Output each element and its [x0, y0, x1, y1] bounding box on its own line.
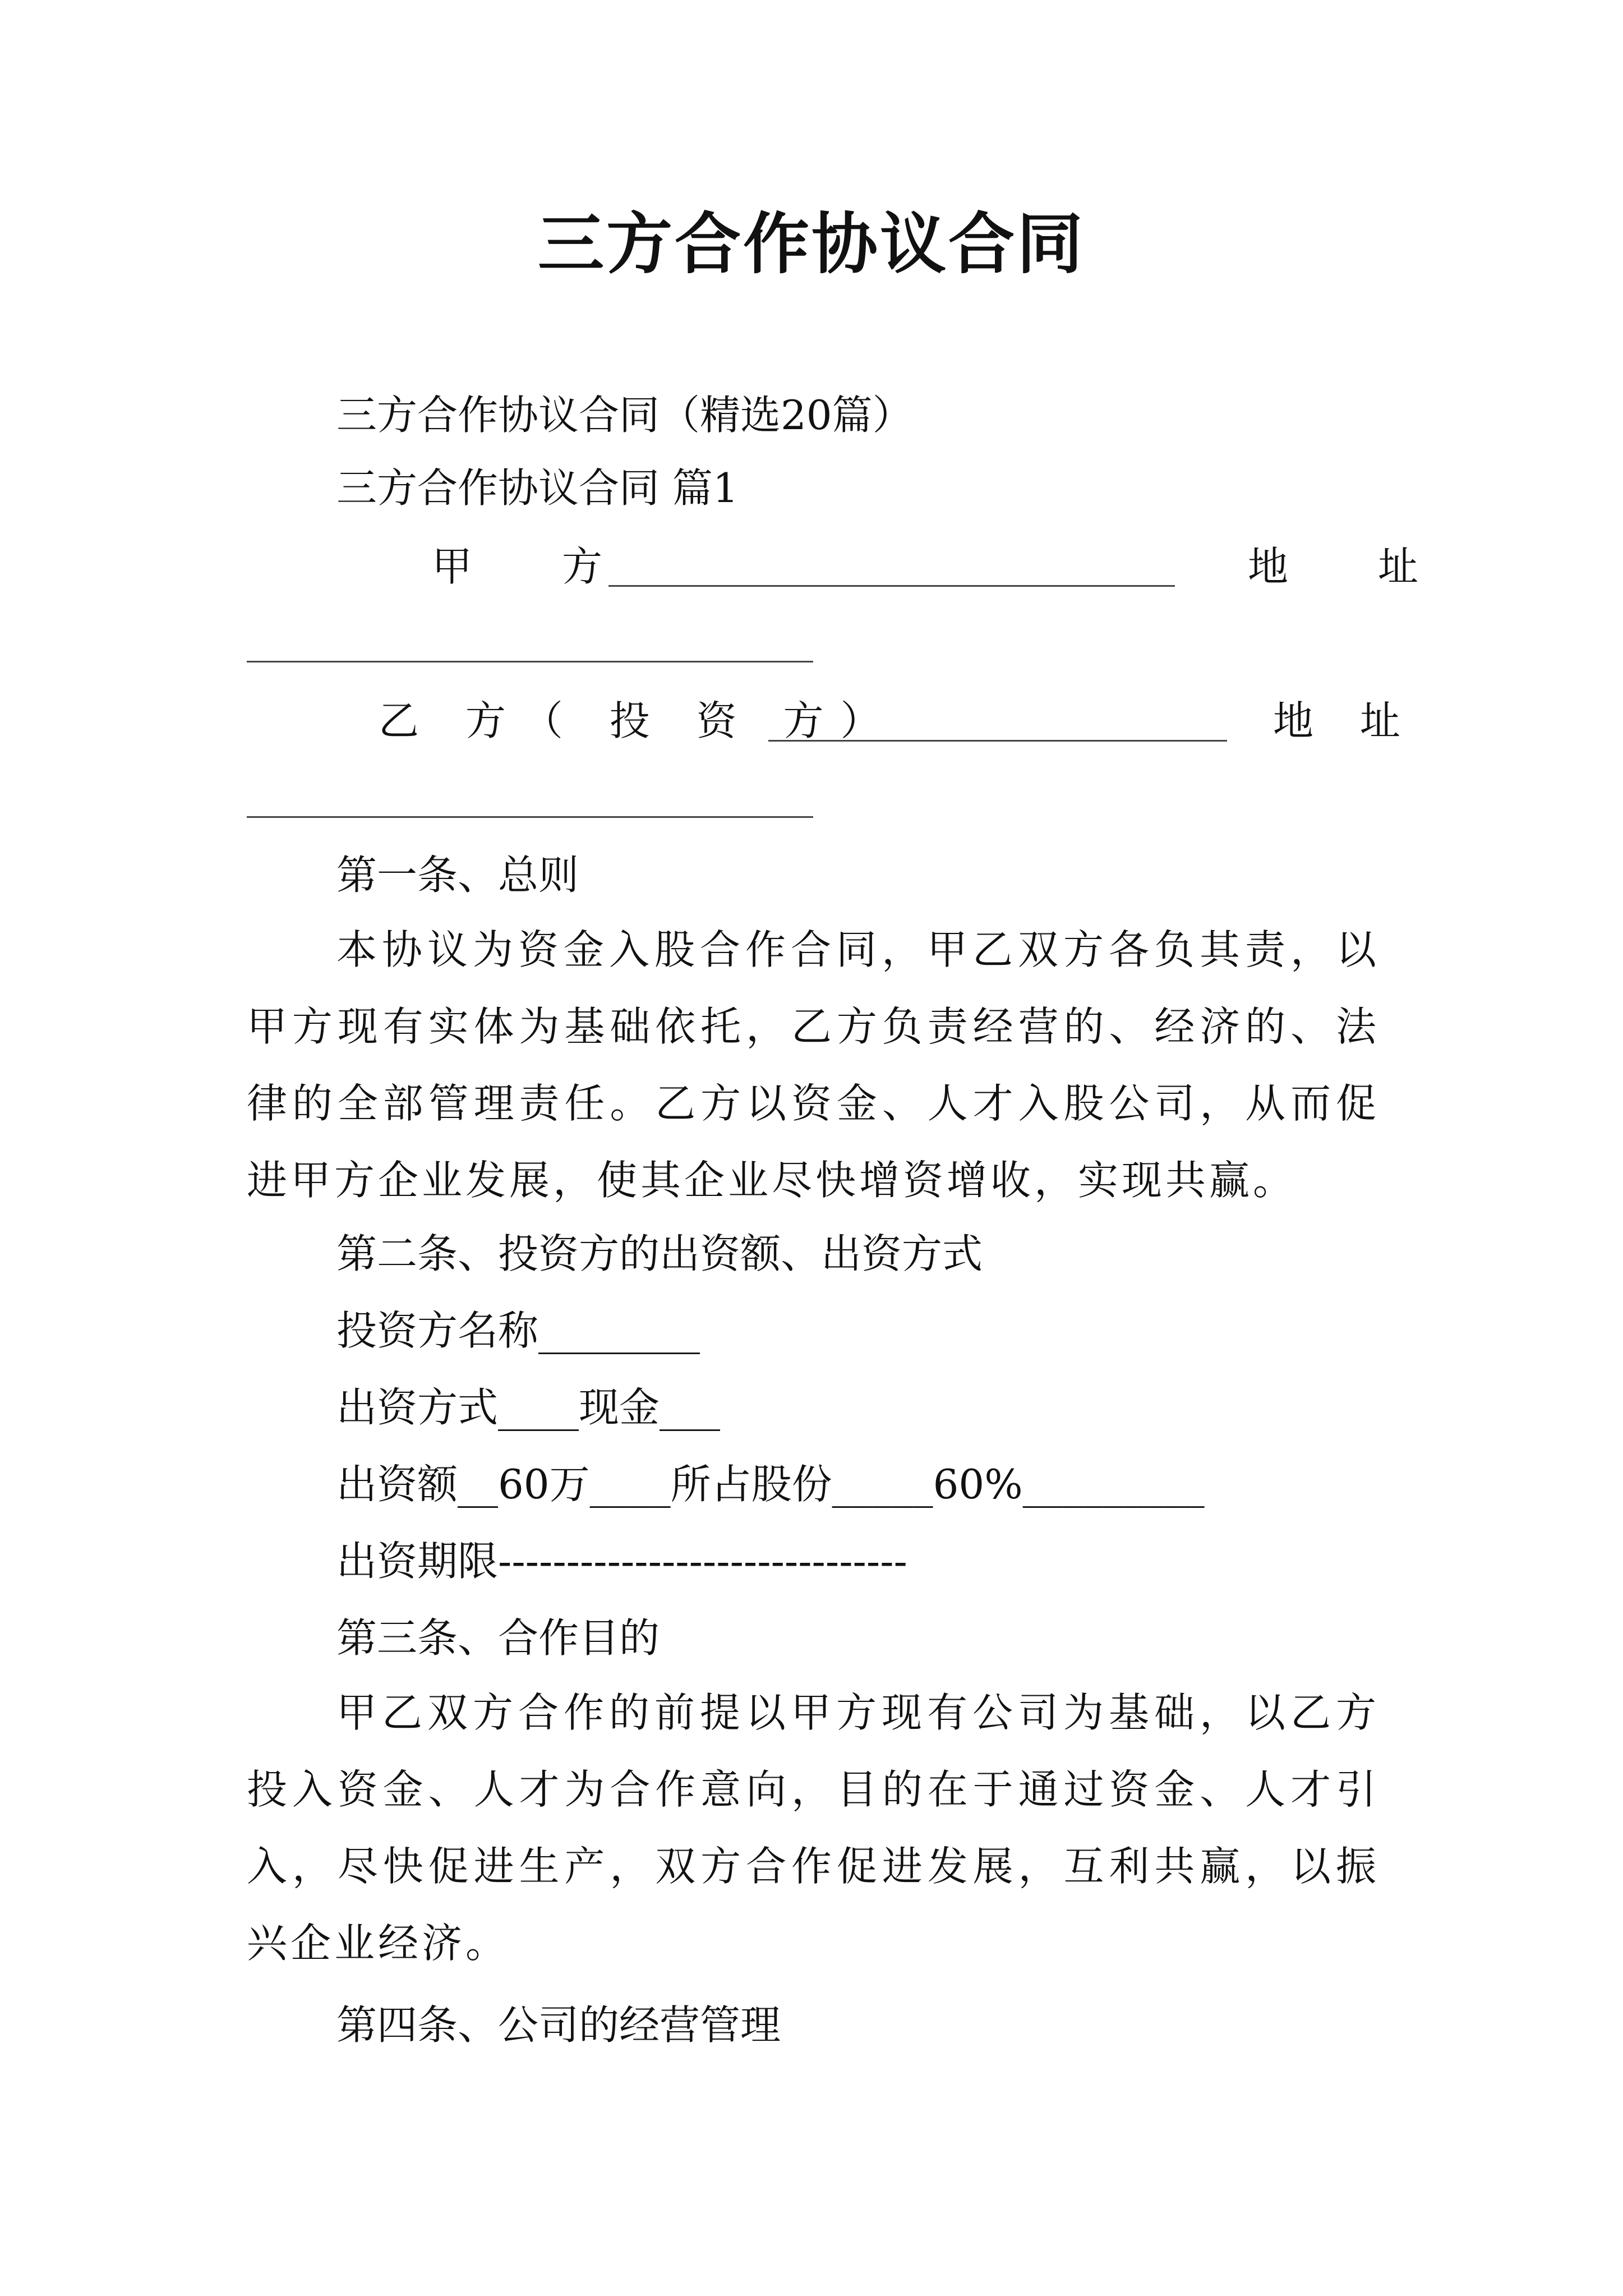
party-b-address-label: 地 址 [1273, 697, 1417, 744]
article-2-heading: 第二条、投资方的出资额、出资方式 [336, 1230, 983, 1277]
party-a-label: 甲 方 [432, 543, 628, 590]
article-1-heading: 第一条、总则 [336, 852, 579, 899]
article-1-body: 本协议为资金入股合作合同，甲乙双方各负其责，以甲方现有实体为基础依托，乙方负责经营的、经济的、法律的全部管理责任。乙方以资金、人才入股公司，从而促进甲方企业发展，使其企业尽快增资增收，实现共赢。 [247, 926, 1380, 1204]
party-b-label: 乙 方（ 投 资 方） [379, 697, 898, 744]
investor-name-field: 投资方名称________ [336, 1307, 700, 1354]
chapter-heading: 三方合作协议合同 篇1 [336, 464, 739, 512]
article-3-heading: 第三条、合作目的 [336, 1614, 660, 1662]
article-3-body: 甲乙双方合作的前提以甲方现有公司为基础，以乙方投入资金、人才为合作意向，目的在于通过资金、人才引入，尽快促进生产，双方合作促进发展，互利共赢，以振兴企业经济。 [247, 1689, 1380, 1967]
investment-term-field: 出资期限------------------------------ [336, 1538, 907, 1585]
party-b-name-blank [768, 740, 1227, 742]
party-b-address-blank [247, 816, 813, 818]
document-subtitle: 三方合作协议合同（精选20篇） [336, 392, 913, 439]
party-a-address-blank [247, 661, 813, 662]
investment-amount-field: 出资额__60万____所占股份_____60%_________ [336, 1461, 1205, 1508]
document-title: 三方合作协议合同 [537, 205, 1085, 283]
party-a-name-blank [608, 585, 1175, 587]
party-a-address-label: 地 址 [1248, 543, 1444, 590]
investment-method-field: 出资方式____现金___ [336, 1384, 721, 1431]
article-4-heading: 第四条、公司的经营管理 [336, 2001, 781, 2049]
